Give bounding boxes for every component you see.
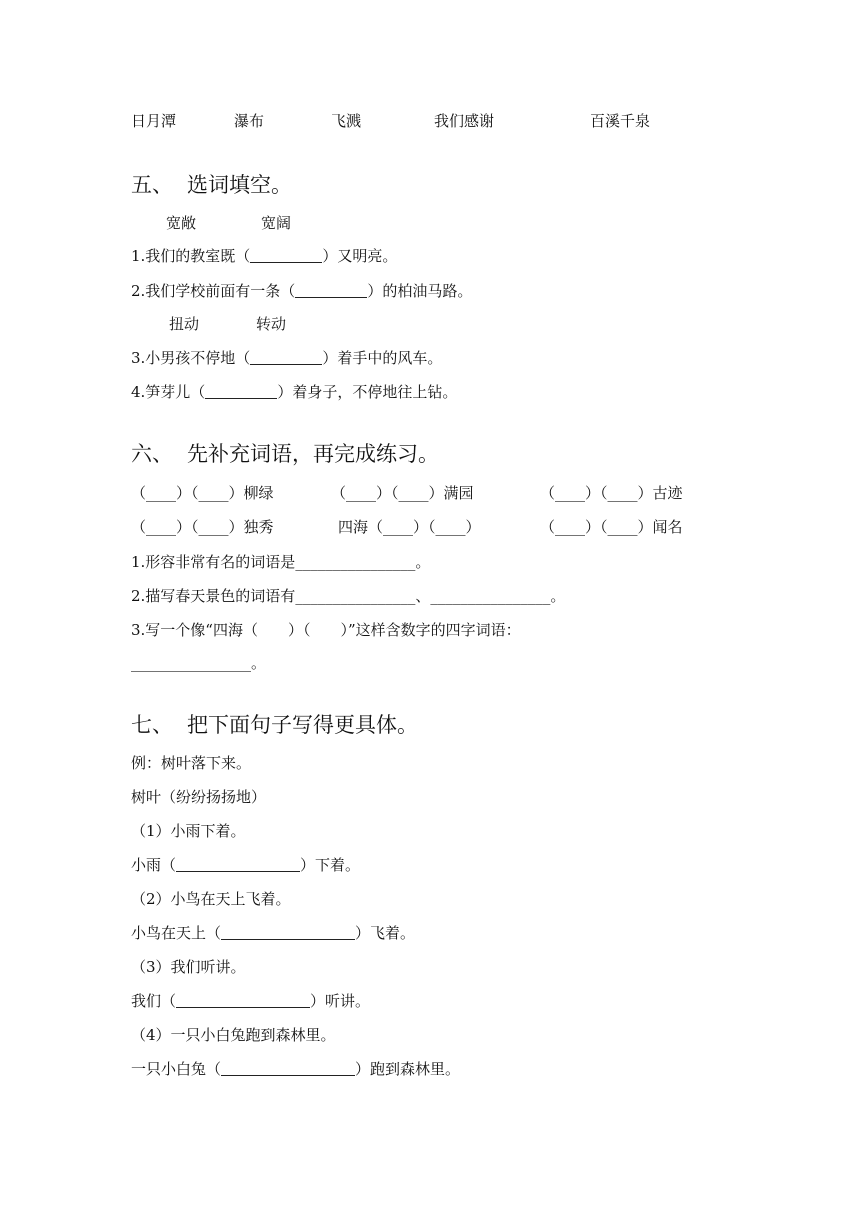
section5-q1	[131, 246, 397, 266]
section5-word-a: 宽敞	[166, 214, 197, 232]
idiom-5[interactable]: 四海（____）（____）	[338, 518, 481, 536]
q1-suffix: ）又明亮。	[322, 247, 398, 265]
item2-prefix: 小鸟在天上（	[131, 924, 222, 942]
idiom-6[interactable]: （____）（____）闻名	[540, 518, 683, 536]
q2-answer-blank[interactable]	[295, 283, 367, 298]
section6-q2: 2.描写春天景色的词语有________________、________________。	[131, 587, 566, 605]
item1-prefix: 小雨（	[131, 856, 177, 874]
item1-suffix: ）下着。	[300, 856, 361, 874]
section5-q2	[131, 281, 472, 301]
section6-q3: 3.写一个像“四海（ ）（ ）”这样含数字的四字词语：	[131, 621, 521, 639]
section5-title: 选词填空。	[187, 173, 292, 197]
item2-question: （2）小鸟在天上飞着。	[131, 890, 291, 908]
item3-question: （3）我们听讲。	[131, 958, 246, 976]
item2-answer	[131, 923, 415, 943]
section5-q3	[131, 348, 442, 368]
item3-answer-blank[interactable]	[176, 993, 310, 1008]
q4-suffix: ）着身子，不停地往上钻。	[277, 383, 458, 401]
item2-answer-blank[interactable]	[221, 925, 355, 940]
section5-number: 五、	[131, 173, 173, 197]
item4-answer	[131, 1059, 460, 1079]
idiom-4[interactable]: （____）（____）独秀	[131, 518, 274, 536]
word-1: 日月潭	[131, 112, 177, 130]
section6-number: 六、	[131, 442, 173, 466]
item4-question: （4）一只小白兔跑到森林里。	[131, 1026, 336, 1044]
q1-prefix: 1.我们的教室既（	[131, 247, 251, 265]
example-label: 例：树叶落下来。	[131, 754, 252, 772]
item4-suffix: ）跑到森林里。	[355, 1060, 461, 1078]
idiom-3[interactable]: （____）（____）古迹	[540, 484, 683, 502]
q3-prefix: 3.小男孩不停地（	[131, 349, 251, 367]
section6-q1: 1.形容非常有名的词语是________________。	[131, 553, 431, 571]
section6-q3-answer[interactable]: ________________。	[131, 654, 267, 672]
section5-word-b: 宽阔	[261, 214, 292, 232]
section7-number: 七、	[131, 713, 173, 737]
word-2: 瀑布	[234, 112, 265, 130]
example-answer: 树叶（纷纷扬扬地）	[131, 788, 267, 806]
word-3: 飞溅	[331, 112, 362, 130]
q3-answer-blank[interactable]	[250, 350, 322, 365]
idiom-1[interactable]: （____）（____）柳绿	[131, 484, 274, 502]
word-4: 我们感谢	[434, 112, 495, 130]
item4-answer-blank[interactable]	[221, 1061, 355, 1076]
section5-word-c: 扭动	[169, 315, 200, 333]
q2-suffix: ）的柏油马路。	[367, 282, 473, 300]
idiom-2[interactable]: （____）（____）满园	[331, 484, 474, 502]
section7-heading	[131, 711, 418, 739]
item1-question: （1）小雨下着。	[131, 822, 246, 840]
q4-prefix: 4.笋芽儿（	[131, 383, 206, 401]
section6-heading	[131, 440, 439, 468]
section7-title: 把下面句子写得更具体。	[187, 713, 418, 737]
item3-suffix: ）听讲。	[310, 992, 371, 1010]
section5-q4	[131, 382, 457, 402]
section5-heading	[131, 171, 292, 199]
item3-prefix: 我们（	[131, 992, 177, 1010]
item2-suffix: ）飞着。	[355, 924, 416, 942]
word-5: 百溪千泉	[590, 112, 651, 130]
q1-answer-blank[interactable]	[250, 248, 322, 263]
q2-prefix: 2.我们学校前面有一条（	[131, 282, 296, 300]
section6-title: 先补充词语，再完成练习。	[187, 442, 439, 466]
item3-answer	[131, 991, 370, 1011]
q4-answer-blank[interactable]	[205, 384, 277, 399]
section5-word-d: 转动	[256, 315, 287, 333]
item1-answer	[131, 855, 360, 875]
item4-prefix: 一只小白兔（	[131, 1060, 222, 1078]
q3-suffix: ）着手中的风车。	[322, 349, 443, 367]
item1-answer-blank[interactable]	[176, 857, 300, 872]
